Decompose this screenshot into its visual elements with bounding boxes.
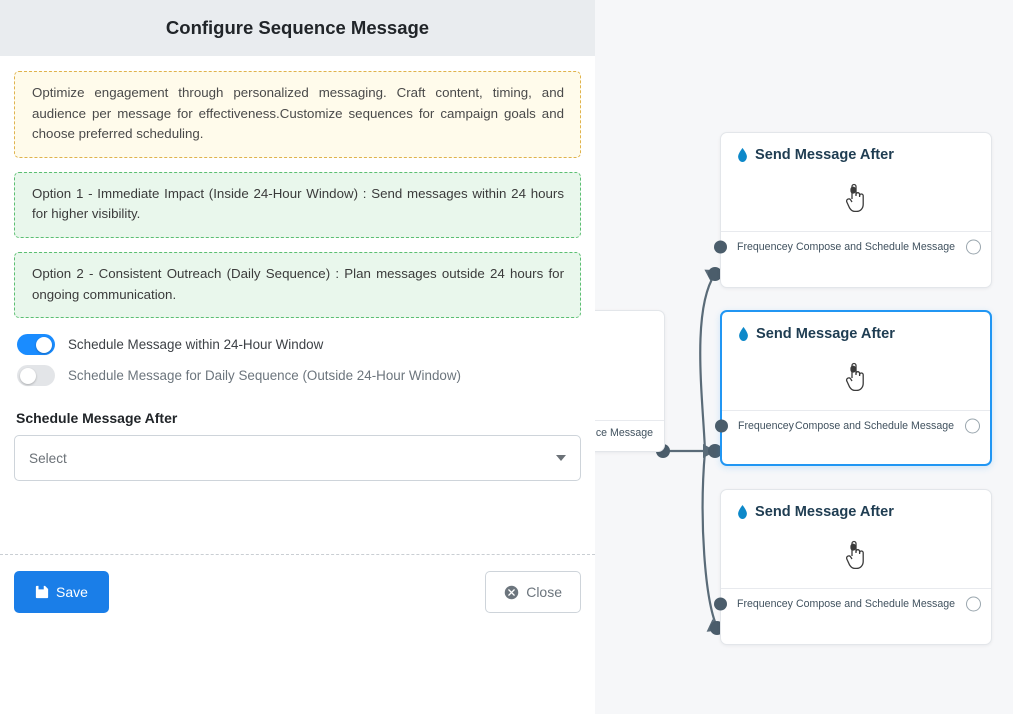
save-button[interactable] — [14, 571, 109, 613]
save-button-label: Save — [56, 584, 88, 600]
send-message-after-node-2[interactable] — [720, 310, 992, 466]
node-compose-label: Compose and Schedule Message — [795, 597, 955, 610]
node-title-row — [721, 133, 991, 163]
node-output-port[interactable] — [966, 239, 981, 254]
panel-body — [0, 56, 595, 554]
node-footer — [722, 410, 990, 440]
node-output-port[interactable] — [966, 596, 981, 611]
send-message-after-node-3[interactable] — [720, 489, 992, 645]
node-input-port[interactable] — [715, 419, 728, 432]
toggle-schedule-within-24h[interactable] — [17, 334, 55, 355]
pointing-hand-icon — [843, 538, 869, 570]
option-1-note: Option 1 - Immediate Impact (Inside 24-Hour Window) : Send messages within 24 hours for higher visibility. — [14, 172, 581, 238]
info-note: Optimize engagement through personalized messaging. Craft content, timing, and audience per message for effectiveness.Customize sequences for campaign goals and choose preferred scheduling. — [14, 71, 581, 158]
node-title: Send Message After — [756, 326, 895, 342]
partial-node-label: ce Message — [595, 427, 653, 439]
panel-header — [0, 0, 595, 56]
node-footer — [721, 588, 991, 618]
node-frequency-label: Frequencey — [737, 597, 793, 610]
pointing-hand-icon — [843, 360, 869, 392]
save-icon — [35, 585, 49, 599]
chevron-down-icon — [556, 455, 566, 461]
node-output-port[interactable] — [965, 418, 980, 433]
node-compose-label: Compose and Schedule Message — [794, 419, 954, 432]
panel-footer — [0, 554, 595, 714]
node-divider — [595, 420, 664, 421]
toggle-label-daily-sequence: Schedule Message for Daily Sequence (Outside 24-Hour Window) — [68, 368, 461, 384]
node-body — [721, 163, 991, 231]
node-body — [722, 342, 990, 410]
schedule-message-after-label: Schedule Message After — [16, 410, 178, 427]
compose-message-node-partial[interactable] — [595, 310, 665, 452]
schedule-message-after-select[interactable] — [14, 435, 581, 481]
toggle-knob — [20, 368, 36, 384]
node-input-port[interactable] — [714, 597, 727, 610]
toggle-row-daily-sequence[interactable] — [14, 365, 581, 386]
toggle-row-24-hour[interactable] — [14, 334, 581, 355]
node-body — [721, 520, 991, 588]
select-value: Select — [29, 450, 67, 466]
node-title: Send Message After — [755, 147, 894, 163]
flow-canvas[interactable] — [595, 0, 1013, 714]
close-icon — [504, 585, 519, 600]
toggle-schedule-daily-sequence[interactable] — [17, 365, 55, 386]
close-button[interactable] — [485, 571, 581, 613]
send-message-after-node-1[interactable] — [720, 132, 992, 288]
node-title: Send Message After — [755, 504, 894, 520]
node-frequency-label: Frequencey — [737, 240, 793, 253]
close-button-label: Close — [526, 584, 562, 600]
toggle-label-within-24h: Schedule Message within 24-Hour Window — [68, 337, 324, 353]
water-drop-icon — [737, 148, 748, 162]
pointing-hand-icon — [843, 181, 869, 213]
node-title-row — [721, 490, 991, 520]
option-2-note: Option 2 - Consistent Outreach (Daily Sequence) : Plan messages outside 24 hours for ongoing communication. — [14, 252, 581, 318]
page-title: Configure Sequence Message — [165, 17, 430, 38]
node-footer — [721, 231, 991, 261]
node-input-port[interactable] — [714, 240, 727, 253]
toggle-knob — [36, 337, 52, 353]
node-title-row — [722, 312, 990, 342]
node-compose-label: Compose and Schedule Message — [795, 240, 955, 253]
node-frequency-label: Frequencey — [738, 419, 794, 432]
water-drop-icon — [738, 327, 749, 341]
water-drop-icon — [737, 505, 748, 519]
